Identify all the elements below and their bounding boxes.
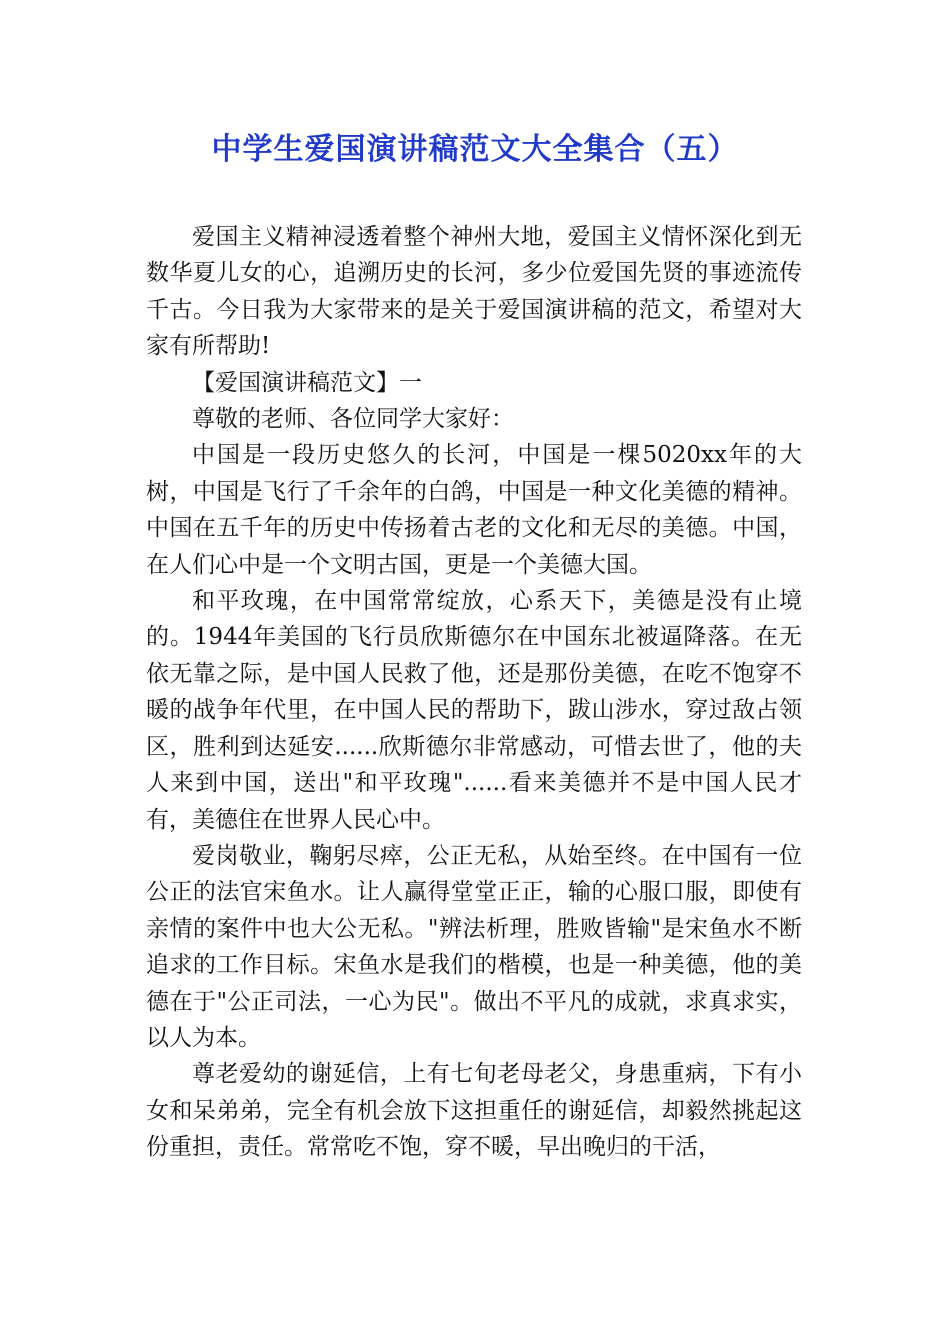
body-paragraph: 和平玫瑰，在中国常常绽放，心系天下，美德是没有止境的。1944年美国的飞行员欣斯德尔在中国东北被逼降落。在无依无靠之际，是中国人民救了他，还是那份美德，在吃不饱穿不暖的战争年代里，在中国人民的帮助下，跋山涉水，穿过敌占领区，胜利到达延安......欣斯德尔非常感动，可惜去世了，他的夫人来到中国，送出"和平玫瑰"......看来美德并不是中国人民才有，美德住在世界人民心中。 <box>146 588 802 833</box>
section-heading: 【爱国演讲稿范文】一 <box>192 369 422 396</box>
salutation: 尊敬的老师、各位同学大家好： <box>192 406 514 433</box>
document-body <box>146 219 802 1166</box>
body-paragraph: 中国是一段历史悠久的长河，中国是一棵5020xx年的大树，中国是飞行了千余年的白鸽，中国是一种文化美德的精神。中国在五千年的历史中传扬着古老的文化和无尽的美德。中国，在人们心中是一个文明古国，更是一个美德大国。 <box>146 442 802 578</box>
body-paragraph: 尊老爱幼的谢延信，上有七旬老母老父，身患重病，下有小女和呆弟弟，完全有机会放下这担重任的谢延信，却毅然挑起这份重担，责任。常常吃不饱，穿不暖，早出晚归的干活， <box>146 1061 802 1161</box>
body-paragraph: 爱岗敬业，鞠躬尽瘁，公正无私，从始至终。在中国有一位公正的法官宋鱼水。让人赢得堂堂正正，输的心服口服，即使有亲情的案件中也大公无私。"辨法析理，胜败皆输"是宋鱼水不断追求的工作目标。宋鱼水是我们的楷模，也是一种美德，他的美德在于"公正司法，一心为民"。做出不平凡的成就，求真求实，以人为本。 <box>146 842 802 1051</box>
document-title: 中学生爱国演讲稿范文大全集合（五） <box>211 132 739 167</box>
intro-paragraph: 爱国主义精神浸透着整个神州大地，爱国主义情怀深化到无数华夏儿女的心，追溯历史的长河，多少位爱国先贤的事迹流传千古。今日我为大家带来的是关于爱国演讲稿的范文，希望对大家有所帮助! <box>146 224 802 360</box>
